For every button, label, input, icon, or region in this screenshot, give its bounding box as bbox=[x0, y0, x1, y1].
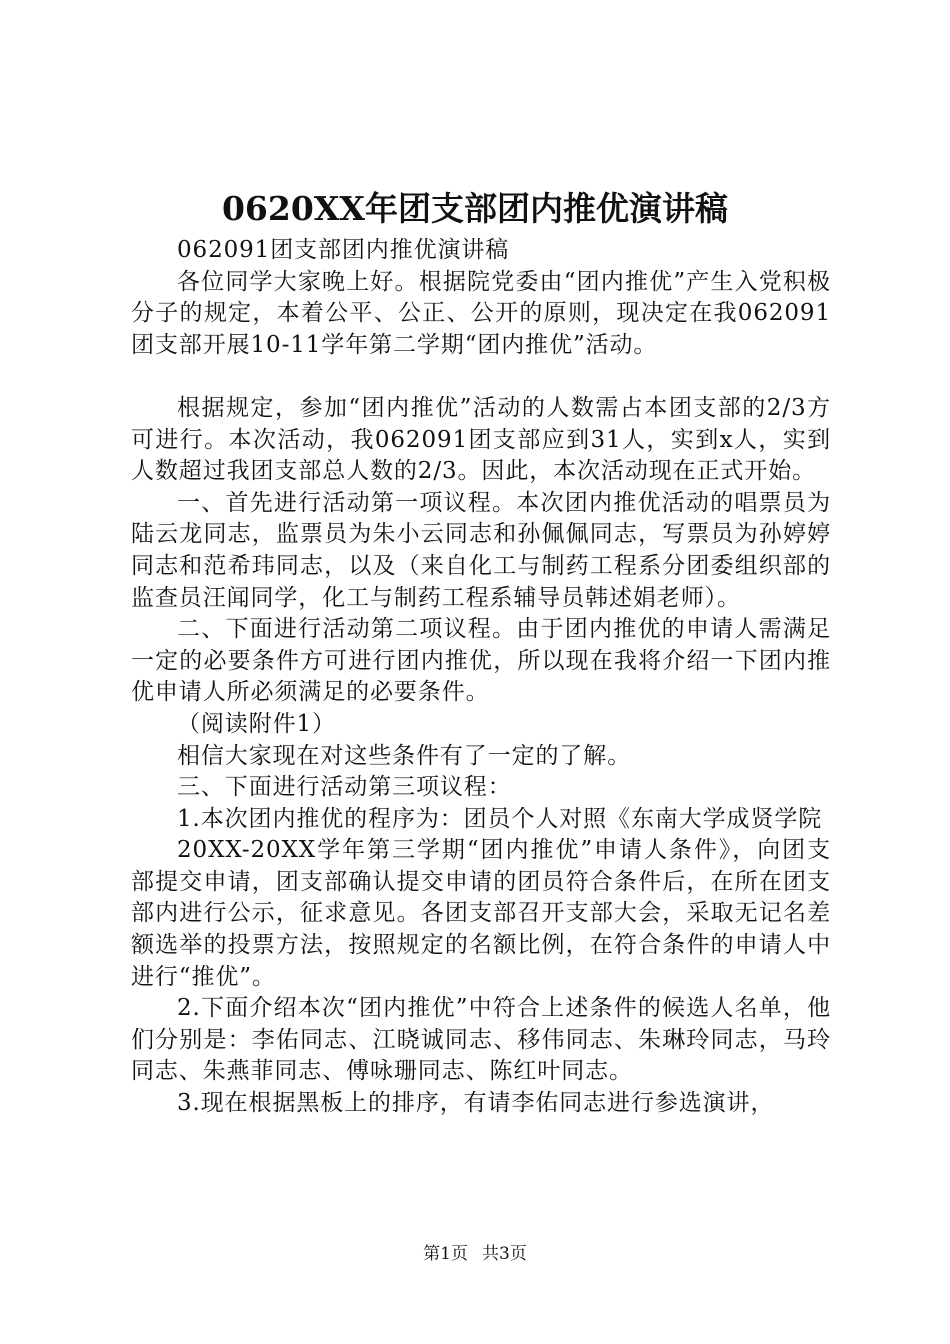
paragraph: 1.本次团内推优的程序为：团员个人对照《东南大学成贤学院 bbox=[177, 805, 823, 832]
paragraph: 3.现在根据黑板上的排序，有请李佑同志进行参选演讲， bbox=[177, 1090, 775, 1117]
document-title: 0620XX年团支部团内推优演讲稿 bbox=[221, 189, 729, 228]
paragraph: 2.下面介绍本次“团内推优”中符合上述条件的候选人名单，他们分别是：李佑同志、江晓诚同志、移伟同志、朱琳玲同志，马玲同志、朱燕菲同志、傅咏珊同志、陈红叶同志。 bbox=[131, 995, 831, 1085]
paragraph: 相信大家现在对这些条件有了一定的了解。 bbox=[177, 742, 632, 769]
paragraph: 一、首先进行活动第一项议程。本次团内推优活动的唱票员为陆云龙同志，监票员为朱小云同志和孙佩佩同志，写票员为孙婷婷同志和范希玮同志，以及（来自化工与制药工程系分团委组织部的监查员汪闻同学，化工与制药工程系辅导员韩述娟老师）。 bbox=[131, 489, 831, 611]
paragraph: 三、下面进行活动第三项议程： bbox=[177, 774, 512, 801]
paragraph: （阅读附件1） bbox=[177, 710, 336, 737]
paragraph: 20XX-20XX学年第三学期“团内推优”申请人条件》，向团支部提交申请，团支部确认提交申请的团员符合条件后，在所在团支部内进行公示，征求意见。各团支部召开支部大会，采取无记名差额选举的投票方法，按照规定的名额比例，在符合条件的申请人中进行“推优”。 bbox=[131, 837, 831, 990]
paragraph: 根据规定，参加“团内推优”活动的人数需占本团支部的2/3方可进行。本次活动，我062091团支部应到31人，实到x人，实到人数超过我团支部总人数的2/3。因此，本次活动现在正式开始。 bbox=[131, 394, 831, 485]
document-body bbox=[131, 235, 831, 1120]
page-number: 第1页 bbox=[423, 1244, 468, 1264]
paragraph: 二、下面进行活动第二项议程。由于团内推优的申请人需满足一定的必要条件方可进行团内推优，所以现在我将介绍一下团内推优申请人所必须满足的必要条件。 bbox=[131, 616, 831, 706]
paragraph: 各位同学大家晚上好。根据院党委由“团内推优”产生入党积极分子的规定，本着公平、公正、公开的原则，现决定在我062091团支部开展10-11学年第二学期“团内推优”活动。 bbox=[131, 268, 831, 358]
paragraph: 062091团支部团内推优演讲稿 bbox=[177, 237, 510, 263]
page-footer bbox=[0, 1242, 950, 1266]
page-total: 共3页 bbox=[482, 1244, 527, 1264]
